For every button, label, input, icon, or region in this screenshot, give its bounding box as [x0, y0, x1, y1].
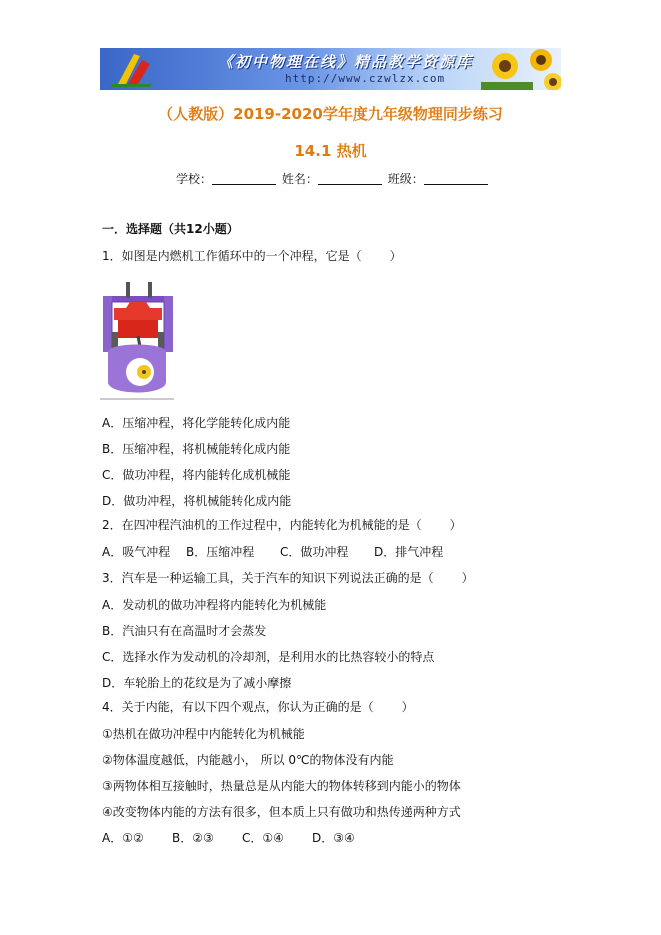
- class-field[interactable]: [424, 172, 488, 185]
- engine-cylinder-figure: [100, 272, 174, 400]
- question-2-options: [102, 543, 443, 560]
- question-4-option-a: A．①②: [102, 831, 144, 845]
- student-info-line: [176, 170, 490, 187]
- name-label: 姓名：: [281, 172, 318, 186]
- question-4-options: [102, 829, 355, 846]
- question-3-option-c: C．选择水作为发动机的冷却剂，是利用水的比热容较小的特点: [102, 650, 435, 664]
- question-4-statement-3: ③两物体相互接触时，热量总是从内能大的物体转移到内能小的物体: [102, 779, 461, 793]
- question-2-option-c: C．做功冲程: [280, 545, 349, 559]
- question-1-option-c: C．做功冲程，将内能转化成机械能: [102, 468, 291, 482]
- question-1-option-d: D．做功冲程，将机械能转化成内能: [102, 494, 292, 508]
- question-4-option-b: B．②③: [172, 831, 214, 845]
- question-3-option-b: B．汽油只有在高温时才会蒸发: [102, 624, 267, 638]
- question-4-stem: 4．关于内能，有以下四个观点，你认为正确的是（ ）: [102, 700, 414, 714]
- header-banner: [100, 48, 561, 90]
- banner-title: 《初中物理在线》精品教学资源库: [218, 53, 474, 71]
- logo-icon: [104, 50, 158, 88]
- question-2-option-b: B．压缩冲程: [186, 545, 255, 559]
- question-3-option-a: A．发动机的做功冲程将内能转化为机械能: [102, 598, 327, 612]
- question-2-option-a: A．吸气冲程: [102, 545, 171, 559]
- question-2-stem: 2．在四冲程汽油机的工作过程中，内能转化为机械能的是（ ）: [102, 518, 462, 532]
- question-2-option-d: D．排气冲程: [374, 545, 444, 559]
- document-title: （人教版）2019-2020学年度九年级物理同步练习: [158, 105, 503, 123]
- school-label: 学校：: [176, 172, 213, 186]
- question-4-statement-2: ②物体温度越低，内能越小， 所以 0℃的物体没有内能: [102, 753, 394, 767]
- question-4-option-c: C．①④: [242, 831, 284, 845]
- school-field[interactable]: [212, 172, 276, 185]
- class-label: 班级：: [387, 172, 424, 186]
- question-3-option-d: D．车轮胎上的花纹是为了减小摩擦: [102, 676, 292, 690]
- question-4-option-d: D．③④: [312, 831, 355, 845]
- document-subtitle: 14.1 热机: [294, 142, 367, 160]
- question-4-statement-1: ①热机在做功冲程中内能转化为机械能: [102, 727, 305, 741]
- question-1-option-b: B．压缩冲程，将机械能转化成内能: [102, 442, 291, 456]
- question-4-statement-4: ④改变物体内能的方法有很多，但本质上只有做功和热传递两种方式: [102, 805, 461, 819]
- section-heading: 一．选择题（共12小题）: [102, 222, 239, 236]
- name-field[interactable]: [318, 172, 382, 185]
- sunflower-icon: [481, 48, 561, 90]
- question-1-stem: 1．如图是内燃机工作循环中的一个冲程，它是（ ）: [102, 249, 402, 263]
- banner-url: http://www.czwlzx.com: [285, 72, 446, 85]
- question-3-stem: 3．汽车是一种运输工具，关于汽车的知识下列说法正确的是（ ）: [102, 571, 474, 585]
- question-1-option-a: A．压缩冲程，将化学能转化成内能: [102, 416, 291, 430]
